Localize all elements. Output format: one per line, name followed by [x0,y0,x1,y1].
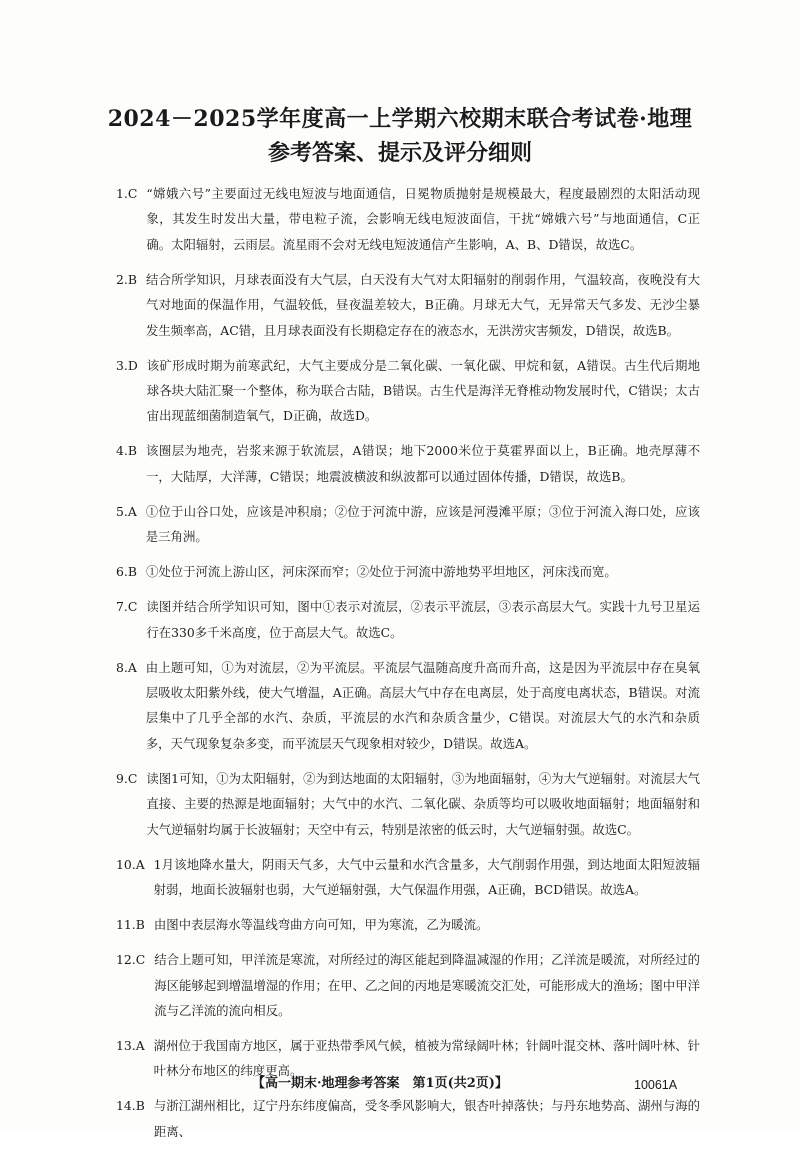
answer-explanation: 与浙江湖州相比，辽宁丹东纬度偏高，受冬季风影响大，银杏叶掉落快；与丹东地势高、湖州与海的距离、 [153,1098,700,1139]
answer-number: 5.A [116,503,137,519]
answer-item [116,181,700,257]
answer-explanation: ①处位于河流上游山区，河床深而窄；②处位于河流中游地势平坦地区，河床浅而宽。 [145,564,617,580]
page-footer: 【高一期末·地理参考答案 第1页(共2页)】 [252,1076,508,1091]
answer-item [116,499,700,550]
answer-explanation: 该矿形成时期为前寒武纪，大气主要成分是二氧化碳、一氧化碳、甲烷和氨，A错误。古生代后期地球各块大陆汇聚一个整体，称为联合古陆，B错误。古生代是海洋无脊椎动物发展时代，C错误；太古宙出现蓝细菌制造氧气，D正确，故选D。 [146,357,700,424]
answer-number: 10.A [116,856,145,872]
answer-number: 12.C [116,952,146,968]
answer-item [116,852,700,903]
answer-number: 7.C [116,599,138,615]
page-subtitle: 参考答案、提示及评分细则 [267,140,532,166]
answer-number: 2.B [116,271,137,287]
answer-item [116,559,700,584]
answer-item [116,1093,700,1144]
answer-number: 3.D [116,357,138,373]
answer-item [116,655,700,757]
answer-item [116,766,700,842]
answer-explanation: 读图并结合所学知识可知，图中①表示对流层，②表示平流层，③表示高层大气。实践十九号卫星运行在330多千米高度，位于高层大气。故选C。 [146,599,700,640]
answer-explanation: 结合上题可知，甲洋流是寒流，对所经过的海区能起到降温减湿的作用；乙洋流是暖流，对所经过的海区能够起到增温增湿的作用；在甲、乙之间的丙地是寒暖流交汇处，可能形成大的渔场；图中甲洋流与乙洋流的流向相反。 [154,952,700,1018]
page-title: 2024－2025学年度高一上学期六校期末联合考试卷·地理 [107,106,693,132]
answer-item [116,438,700,489]
answer-explanation: ①位于山谷口处，应该是冲积扇；②位于河流中游，应该是河漫滩平原；③位于河流入海口处，应该是三角洲。 [145,503,700,545]
answer-explanation: 由上题可知，①为对流层，②为平流层。平流层气温随高度升高而升高，这是因为平流层中存在臭氧层吸收太阳紫外线，使大气增温，A正确。高层大气中存在电离层，处于高度电离状态，B错误。对流层集中了几乎全部的水汽、杂质，平流层的水汽和杂质含量少，C错误。对流层大气的水汽和杂质多，天气现象复杂多变，而平流层天气现象相对较少，D错误。故选A。 [145,659,700,751]
answer-explanation: 该圈层为地壳，岩浆来源于软流层，A错误；地下2000米位于莫霍界面以上，B正确。地壳厚薄不一，大陆厚，大洋薄，C错误；地震波横波和纵波都可以通过固体传播，D错误，故选B。 [145,443,700,484]
answer-item [116,912,700,937]
answer-explanation: 结合所学知识，月球表面没有大气层，白天没有大气对太阳辐射的削弱作用，气温较高，夜晚没有大气对地面的保温作用，气温较低，昼夜温差较大，B正确。月球无大气，无异常天气多发、无沙尘暴发生频率高，AC错，且月球表面没有长期稳定存在的液态水，无洪涝灾害频发，D错误，故选B。 [145,271,700,338]
answer-item [116,267,700,343]
answer-number: 14.B [116,1098,145,1114]
answer-number: 8.A [116,659,137,675]
answer-explanation: 读图1可知，①为太阳辐射，②为到达地面的太阳辐射，③为地面辐射，④为大气逆辐射。对流层大气直接、主要的热源是地面辐射；大气中的水汽、二氧化碳、杂质等均可以吸收地面辐射；地面辐射和大气逆辐射均属于长波辐射；天空中有云，特别是浓密的低云时，大气逆辐射强。故选C。 [146,770,700,837]
answer-explanation: 1月该地降水量大，阴雨天气多，大气中云量和水汽含量多，大气削弱作用强，到达地面太阳短波辐射弱，地面长波辐射也弱，大气逆辐射强，大气保温作用强，A正确，BCD错误。故选A。 [153,856,700,898]
answer-number: 4.B [116,443,137,459]
answer-number: 1.C [116,186,138,201]
answer-number: 6.B [116,564,137,580]
answer-item [116,353,700,429]
answer-explanation: 湖州位于我国南方地区，属于亚热带季风气候，植被为常绿阔叶林；针阔叶混交林、落叶阔叶林、针叶林分布地区的纬度更高。 [153,1037,700,1079]
answer-explanation: 由图中表层海水等温线弯曲方向可知，甲为寒流，乙为暖流。 [153,917,489,933]
answer-list [116,181,700,1154]
answer-number: 9.C [116,770,138,786]
answer-item [116,947,700,1023]
answer-number: 13.A [116,1037,145,1053]
document-code: 10061A [634,1078,678,1092]
answer-item [116,594,700,645]
answer-number: 11.B [116,917,145,933]
answer-explanation: “嫦娥六号”主要面过无线电短波与地面通信，日冕物质抛射是规模最大，程度最剧烈的太阳活动现象，其发生时发出大量，带电粒子流，会影响无线电短波面信，干扰“嫦娥六号”与地面通信，C正确。太阳辐射，云雨层。流星雨不会对无线电短波通信产生影响，A、B、D错误，故选C。 [146,186,700,252]
